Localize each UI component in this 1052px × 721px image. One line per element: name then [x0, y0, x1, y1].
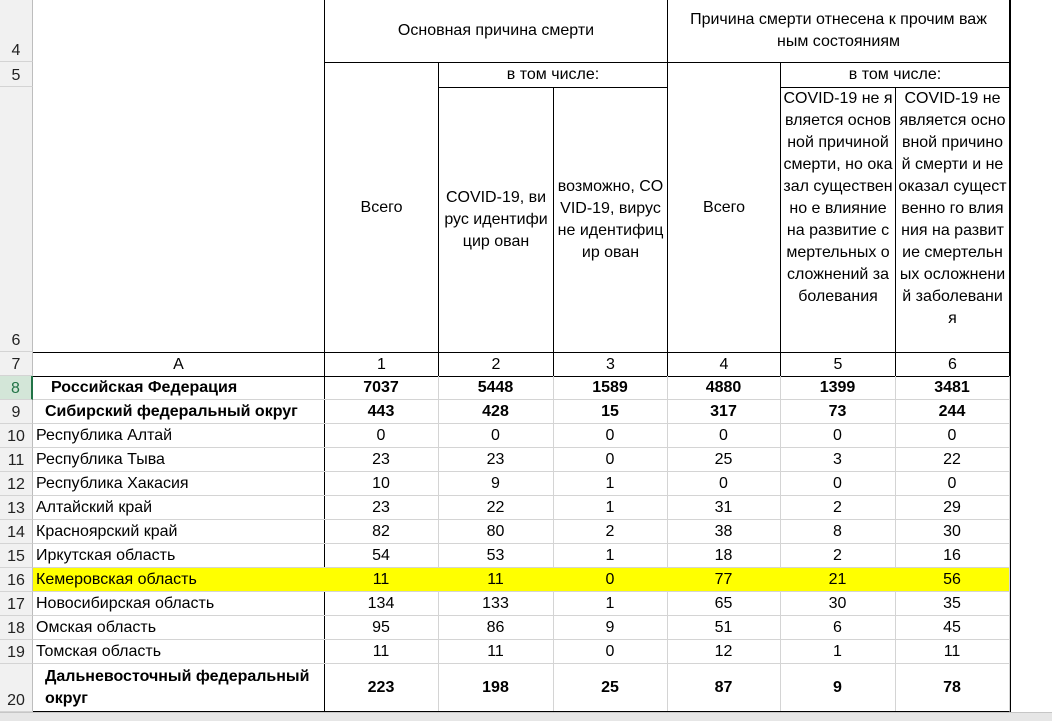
row-header-4[interactable]: 4 — [0, 0, 33, 62]
value-cell-col-5[interactable]: 9 — [780, 664, 896, 712]
value-cell-col-3[interactable]: 0 — [553, 640, 668, 664]
value-cell-col-2[interactable]: 11 — [438, 568, 554, 592]
value-cell-col-1[interactable]: 134 — [324, 592, 439, 616]
header-in-total-2-text: в том числе: — [848, 66, 942, 83]
row-header-7[interactable]: 7 — [0, 352, 33, 376]
header-covid-significant[interactable] — [780, 87, 896, 353]
value-cell-col-5[interactable]: 8 — [780, 520, 896, 544]
value-cell-col-1[interactable]: 0 — [324, 424, 439, 448]
header-total-1-text: Всего — [360, 198, 403, 216]
row-header-8[interactable]: 8 — [0, 376, 33, 400]
value-cell-col-6[interactable]: 3481 — [895, 376, 1010, 400]
header-total-2[interactable] — [667, 62, 781, 353]
value-cell-col-5[interactable]: 1 — [780, 640, 896, 664]
value-cell-col-3[interactable]: 0 — [553, 448, 668, 472]
col-num-2[interactable]: 2 — [438, 352, 554, 377]
value-cell-col-3[interactable]: 25 — [553, 664, 668, 712]
row-header-20[interactable]: 20 — [0, 664, 33, 712]
value-cell-col-1[interactable]: 23 — [324, 496, 439, 520]
header-in-total-1-text: в том числе: — [506, 66, 600, 83]
value-cell-col-4[interactable]: 51 — [667, 616, 781, 640]
value-cell-col-2[interactable]: 86 — [438, 616, 554, 640]
value-cell-col-3[interactable]: 15 — [553, 400, 668, 424]
header-main-cause[interactable] — [324, 0, 668, 63]
col-letter-cell[interactable] — [33, 352, 325, 377]
region-name-cell[interactable]: Республика Хакасия — [33, 472, 325, 496]
value-cell-col-2[interactable]: 0 — [438, 424, 554, 448]
value-cell-col-6[interactable]: 56 — [895, 568, 1010, 592]
row-header-11[interactable]: 11 — [0, 448, 33, 472]
value-cell-col-4[interactable]: 12 — [667, 640, 781, 664]
value-cell-col-5[interactable]: 2 — [780, 496, 896, 520]
value-cell-col-6[interactable]: 78 — [895, 664, 1010, 712]
value-cell-col-1[interactable]: 10 — [324, 472, 439, 496]
value-cell-col-3[interactable]: 0 — [553, 424, 668, 448]
header-covid-identified-text: COVID-19, вирус идентифицир ован — [444, 189, 548, 250]
header-blank-cell[interactable] — [33, 0, 325, 352]
value-cell-col-1[interactable]: 95 — [324, 616, 439, 640]
value-cell-col-3[interactable]: 9 — [553, 616, 668, 640]
value-cell-col-4[interactable]: 317 — [667, 400, 781, 424]
row-header-5[interactable]: 5 — [0, 62, 33, 87]
col-num-1[interactable]: 1 — [324, 352, 439, 377]
row-header-12[interactable]: 12 — [0, 472, 33, 496]
col-num-3[interactable]: 3 — [553, 352, 668, 377]
header-total-2-text: Всего — [703, 198, 745, 216]
header-main-cause-text: Основная причина смерти — [397, 22, 595, 39]
value-cell-col-2[interactable]: 23 — [438, 448, 554, 472]
region-name-cell[interactable]: Иркутская область — [33, 544, 325, 568]
value-cell-col-2[interactable]: 428 — [438, 400, 554, 424]
value-cell-col-2[interactable]: 22 — [438, 496, 554, 520]
col-num-5[interactable]: 5 — [780, 352, 896, 377]
value-cell-col-4[interactable]: 87 — [667, 664, 781, 712]
value-cell-col-1[interactable]: 443 — [324, 400, 439, 424]
col-num-6[interactable]: 6 — [895, 352, 1010, 377]
value-cell-col-5[interactable]: 0 — [780, 472, 896, 496]
value-cell-col-3[interactable]: 1589 — [553, 376, 668, 400]
value-cell-col-5[interactable]: 2 — [780, 544, 896, 568]
value-cell-col-5[interactable]: 73 — [780, 400, 896, 424]
value-cell-col-2[interactable]: 80 — [438, 520, 554, 544]
value-cell-col-3[interactable]: 1 — [553, 496, 668, 520]
region-name-cell[interactable]: Новосибирская область — [33, 592, 325, 616]
value-cell-col-3[interactable]: 1 — [553, 472, 668, 496]
header-covid-possible-text: возможно, COVID-19, вирус не идентифицир ован — [557, 178, 664, 261]
row-header-9[interactable]: 9 — [0, 400, 33, 424]
value-cell-col-4[interactable]: 0 — [667, 472, 781, 496]
value-cell-col-1[interactable]: 54 — [324, 544, 439, 568]
header-covid-not-significant[interactable] — [895, 87, 1010, 353]
value-cell-col-5[interactable]: 30 — [780, 592, 896, 616]
value-cell-col-5[interactable]: 21 — [780, 568, 896, 592]
header-other-cause[interactable] — [667, 0, 1010, 63]
row-header-14[interactable]: 14 — [0, 520, 33, 544]
value-cell-col-4[interactable]: 4880 — [667, 376, 781, 400]
value-cell-col-6[interactable]: 30 — [895, 520, 1010, 544]
value-cell-col-2[interactable]: 5448 — [438, 376, 554, 400]
region-name-cell[interactable]: Кемеровская область — [33, 568, 325, 592]
value-cell-col-3[interactable]: 2 — [553, 520, 668, 544]
value-cell-col-2[interactable]: 9 — [438, 472, 554, 496]
value-cell-col-6[interactable]: 45 — [895, 616, 1010, 640]
header-other-cause-text: Причина смерти отнесена к прочим важным состояниям — [690, 11, 987, 50]
value-cell-col-3[interactable]: 1 — [553, 544, 668, 568]
value-cell-col-5[interactable]: 6 — [780, 616, 896, 640]
value-cell-col-6[interactable]: 11 — [895, 640, 1010, 664]
row-header-13[interactable]: 13 — [0, 496, 33, 520]
row-header-16[interactable]: 16 — [0, 568, 33, 592]
header-in-total-1[interactable] — [438, 62, 668, 88]
value-cell-col-5[interactable]: 1399 — [780, 376, 896, 400]
region-name-cell[interactable]: Российская Федерация — [33, 376, 325, 400]
value-cell-col-6[interactable]: 0 — [895, 472, 1010, 496]
value-cell-col-4[interactable]: 31 — [667, 496, 781, 520]
header-covid-identified[interactable] — [438, 87, 554, 353]
value-cell-col-2[interactable]: 53 — [438, 544, 554, 568]
region-name-cell[interactable]: Дальневосточный федеральный округ — [33, 664, 325, 712]
row-header-10[interactable]: 10 — [0, 424, 33, 448]
value-cell-col-4[interactable]: 0 — [667, 424, 781, 448]
value-cell-col-2[interactable]: 11 — [438, 640, 554, 664]
value-cell-col-4[interactable]: 77 — [667, 568, 781, 592]
value-cell-col-2[interactable]: 198 — [438, 664, 554, 712]
region-name-cell[interactable]: Омская область — [33, 616, 325, 640]
col-num-4[interactable]: 4 — [667, 352, 781, 377]
value-cell-col-1[interactable]: 7037 — [324, 376, 439, 400]
row-header-18[interactable]: 18 — [0, 616, 33, 640]
col-letter-text: А — [173, 355, 184, 373]
value-cell-col-1[interactable]: 23 — [324, 448, 439, 472]
value-cell-col-3[interactable]: 1 — [553, 592, 668, 616]
value-cell-col-6[interactable]: 16 — [895, 544, 1010, 568]
value-cell-col-4[interactable]: 25 — [667, 448, 781, 472]
region-name-cell[interactable]: Красноярский край — [33, 520, 325, 544]
value-cell-col-2[interactable]: 133 — [438, 592, 554, 616]
value-cell-col-6[interactable]: 35 — [895, 592, 1010, 616]
header-in-total-2[interactable] — [780, 62, 1010, 88]
region-name-cell[interactable]: Томская область — [33, 640, 325, 664]
value-cell-col-1[interactable]: 82 — [324, 520, 439, 544]
value-cell-col-6[interactable]: 22 — [895, 448, 1010, 472]
header-covid-possible[interactable] — [553, 87, 668, 353]
row-header-6[interactable]: 6 — [0, 87, 33, 352]
value-cell-col-3[interactable]: 0 — [553, 568, 668, 592]
value-cell-col-1[interactable]: 223 — [324, 664, 439, 712]
value-cell-col-6[interactable]: 0 — [895, 424, 1010, 448]
value-cell-col-6[interactable]: 29 — [895, 496, 1010, 520]
value-cell-col-4[interactable]: 38 — [667, 520, 781, 544]
header-covid-not-significant-text: COVID-19 не является основной причиной смерти и не оказал существенно го влияния на развитие смертельных осложнений заболевания — [898, 90, 1007, 327]
header-total-1[interactable] — [324, 62, 439, 353]
value-cell-col-1[interactable]: 11 — [324, 640, 439, 664]
value-cell-col-4[interactable]: 65 — [667, 592, 781, 616]
region-name-cell[interactable]: Республика Алтай — [33, 424, 325, 448]
row-header-19[interactable]: 19 — [0, 640, 33, 664]
region-name-cell[interactable]: Алтайский край — [33, 496, 325, 520]
value-cell-col-6[interactable]: 244 — [895, 400, 1010, 424]
value-cell-col-1[interactable]: 11 — [324, 568, 439, 592]
value-cell-col-4[interactable]: 18 — [667, 544, 781, 568]
region-name-cell[interactable]: Сибирский федеральный округ — [33, 400, 325, 424]
grid-extra-column[interactable] — [1010, 0, 1052, 712]
row-header-17[interactable]: 17 — [0, 592, 33, 616]
value-cell-col-5[interactable]: 0 — [780, 424, 896, 448]
header-covid-significant-text: COVID-19 не является основной причиной смерти, но оказал существенно е влияние на развитие смертельных осложнений заболевания — [783, 90, 893, 305]
region-name-cell[interactable]: Республика Тыва — [33, 448, 325, 472]
row-header-15[interactable]: 15 — [0, 544, 33, 568]
value-cell-col-5[interactable]: 3 — [780, 448, 896, 472]
